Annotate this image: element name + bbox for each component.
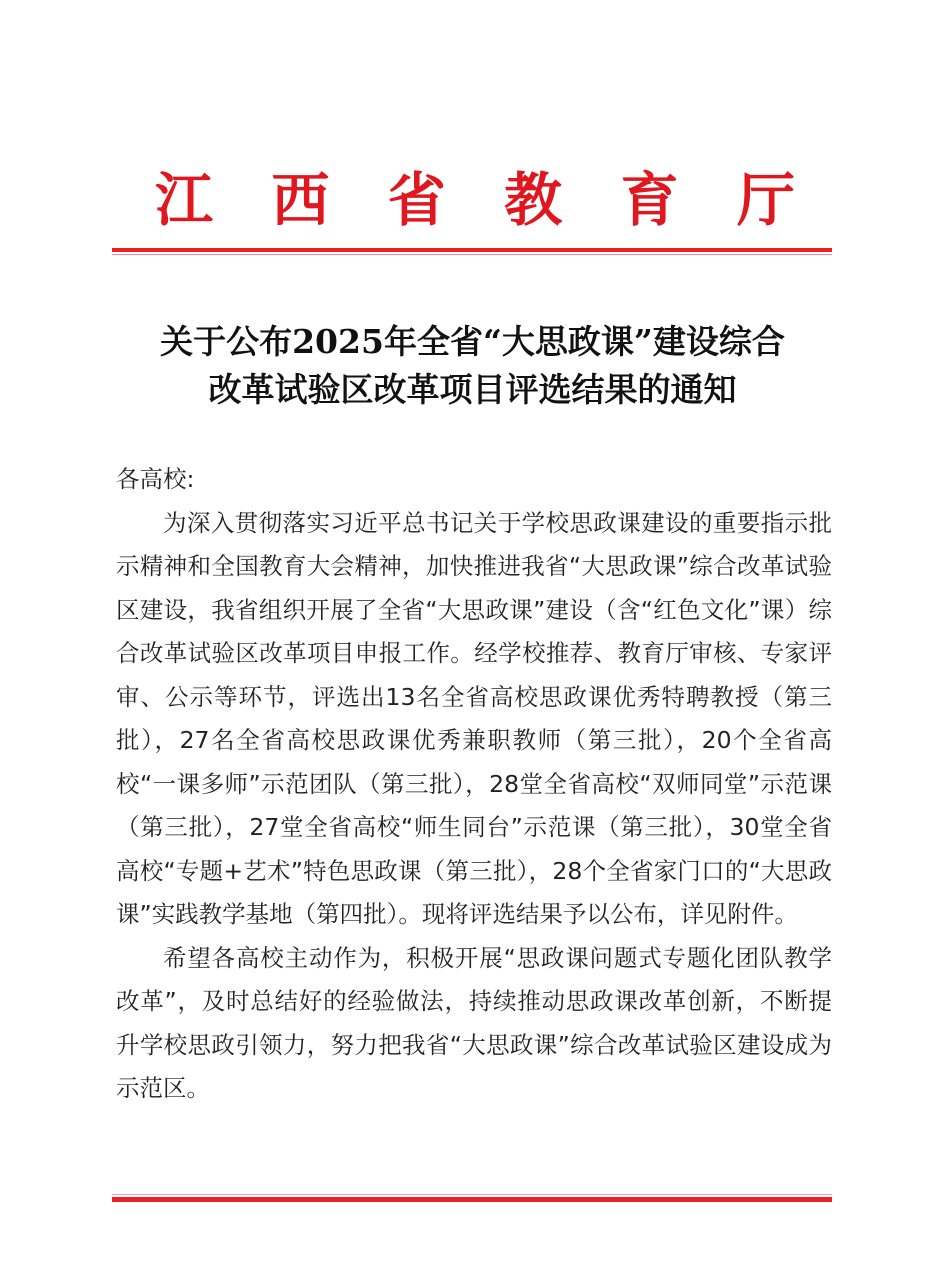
footer-red-rule: [112, 1197, 832, 1202]
body-paragraph: 为深入贯彻落实习近平总书记关于学校思政课建设的重要指示批示精神和全国教育大会精神，加快推进我省“大思政课”综合改革试验区建设，我省组织开展了全省“大思政课”建设（含“红色文化”课）综合改革试验区改革项目申报工作。经学校推荐、教育厅审核、专家评审、公示等环节，评选出13名全省高校思政课优秀特聘教授（第三批），27名全省高校思政课优秀兼职教师（第三批），20个全省高校“一课多师”示范团队（第三批），28堂全省高校“双师同堂”示范课（第三批），27堂全省高校“师生同台”示范课（第三批），30堂全省高校“专题+艺术”特色思政课（第三批），28个全省家门口的“大思政课”实践教学基地（第四批）。现将评选结果予以公布，详见附件。: [116, 508, 832, 928]
document-title: [100, 318, 845, 414]
document-header-org-name: [150, 160, 800, 234]
title-line-1: 关于公布2025年全省“大思政课”建设综合: [160, 322, 785, 361]
document-body: [116, 458, 832, 1111]
header-char: 省: [387, 166, 446, 234]
header-char: 厅: [736, 166, 795, 234]
header-char: 育: [620, 166, 679, 234]
header-char: 江: [154, 166, 213, 234]
footer-red-rule-thin: [112, 1194, 832, 1195]
body-paragraph: 希望各高校主动作为，积极开展“思政课问题式专题化团队教学改革”，及时总结好的经验做法，持续推动思政课改革创新，不断提升学校思政引领力，努力把我省“大思政课”综合改革试验区建设成为示范区。: [116, 943, 832, 1102]
header-char: 教: [504, 166, 563, 234]
salutation: 各高校:: [116, 465, 195, 493]
header-red-rule-thin: [112, 254, 832, 255]
title-line-2: 改革试验区改革项目评选结果的通知: [208, 370, 737, 409]
header-red-rule: [112, 248, 832, 252]
header-char: 西: [271, 166, 330, 234]
